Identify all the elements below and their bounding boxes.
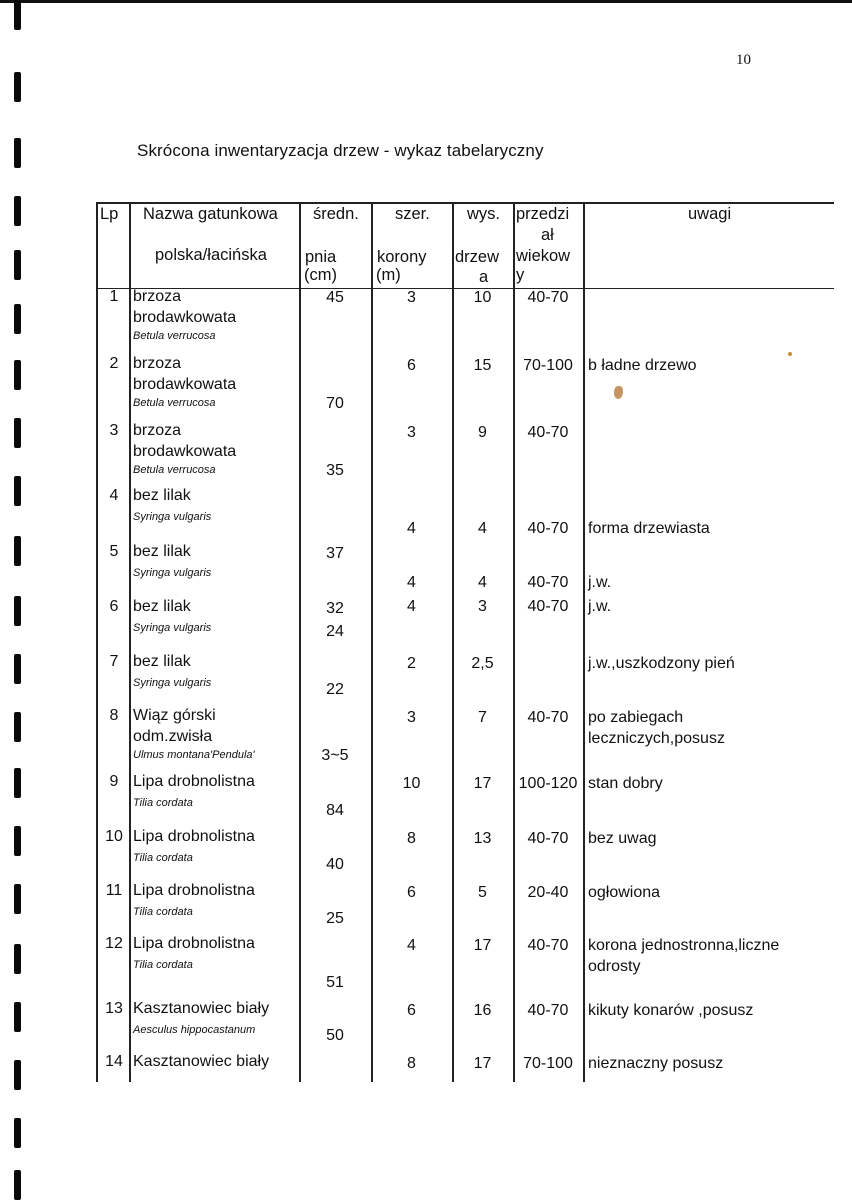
tree-height: 4: [478, 520, 487, 537]
species-name-polish: brzoza: [133, 288, 182, 305]
header-diameter-line3: (cm): [304, 266, 337, 284]
tree-height: 3: [478, 598, 487, 615]
row-number: 12: [105, 935, 123, 952]
species-name-latin: Tilia cordata: [133, 906, 193, 918]
row-number: 5: [109, 543, 119, 560]
remarks: odrosty: [588, 958, 641, 975]
species-name-latin: Syringa vulgaris: [133, 622, 212, 634]
species-name-polish: Kasztanowiec biały: [133, 1053, 270, 1070]
species-name-polish: odm.zwisła: [133, 728, 213, 745]
trunk-diameter: 3~5: [321, 747, 349, 764]
species-name-polish: bez lilak: [133, 598, 191, 615]
trunk-diameter: 24: [326, 623, 344, 640]
species-name-polish: bez lilak: [133, 487, 191, 504]
trunk-diameter: 35: [326, 462, 344, 479]
species-name-latin: Aesculus hippocastanum: [133, 1024, 256, 1036]
column-divider: [96, 202, 98, 1082]
trunk-diameter: 25: [326, 910, 344, 927]
header-name-line2: polska/łacińska: [155, 246, 267, 264]
age-range: 40-70: [527, 424, 569, 441]
tree-height: 17: [473, 1055, 492, 1072]
header-lp: Lp: [100, 205, 119, 223]
crown-width: 2: [407, 655, 416, 672]
tree-height: 10: [473, 289, 492, 306]
trunk-diameter: 70: [326, 395, 344, 412]
age-range: 70-100: [523, 1055, 573, 1072]
crown-width: 4: [407, 598, 416, 615]
species-name-polish: bez lilak: [133, 543, 191, 560]
species-name-polish: Lipa drobnolistna: [133, 773, 255, 790]
crown-width: 4: [407, 937, 416, 954]
species-name-latin: Tilia cordata: [133, 959, 193, 971]
remarks: bez uwag: [588, 830, 657, 847]
tree-height: 7: [478, 709, 487, 726]
crown-width: 6: [407, 357, 416, 374]
row-number: 10: [105, 828, 123, 845]
species-name-latin: Tilia cordata: [133, 852, 193, 864]
header-age-line3: wiekow: [516, 247, 571, 265]
species-name-polish: Lipa drobnolistna: [133, 935, 255, 952]
tree-height: 9: [478, 424, 487, 441]
tree-height: 13: [473, 830, 492, 847]
species-name-polish: Lipa drobnolistna: [133, 882, 255, 899]
row-number: 8: [109, 707, 119, 724]
row-number: 2: [109, 355, 119, 372]
remarks: korona jednostronna,liczne: [588, 937, 780, 954]
tree-height: 17: [473, 775, 492, 792]
age-range: 40-70: [527, 709, 569, 726]
species-name-latin: Syringa vulgaris: [133, 567, 212, 579]
crown-width: 8: [407, 830, 416, 847]
crown-width: 4: [407, 520, 416, 537]
header-age-line2: ał: [541, 226, 554, 244]
tree-height: 2,5: [471, 655, 494, 672]
age-range: 40-70: [527, 598, 569, 615]
crown-width: 3: [407, 289, 416, 306]
species-name-polish: brodawkowata: [133, 309, 237, 326]
species-name-latin: Betula verrucosa: [133, 464, 216, 476]
trunk-diameter: 45: [326, 289, 344, 306]
tree-height: 15: [473, 357, 492, 374]
species-name-latin: Syringa vulgaris: [133, 511, 212, 523]
species-name-latin: Betula verrucosa: [133, 330, 216, 342]
species-name-polish: brzoza: [133, 355, 182, 372]
species-name-polish: Kasztanowiec biały: [133, 1000, 270, 1017]
trunk-diameter: 32: [326, 600, 344, 617]
remarks: j.w.: [588, 598, 612, 615]
header-height-line3: a: [479, 268, 489, 286]
header-diameter-line1: średn.: [313, 205, 359, 223]
header-height-line2: drzew: [455, 248, 500, 266]
remarks: po zabiegach: [588, 709, 684, 726]
age-range: 40-70: [527, 937, 569, 954]
species-name-polish: Wiąz górski: [133, 707, 216, 724]
row-number: 3: [109, 422, 119, 439]
age-range: 40-70: [527, 1002, 569, 1019]
species-name-latin: Ulmus montana'Pendula': [133, 749, 255, 761]
row-number: 9: [109, 773, 119, 790]
tree-height: 5: [478, 884, 487, 901]
age-range: 40-70: [527, 289, 569, 306]
trunk-diameter: 51: [326, 974, 344, 991]
trunk-diameter: 40: [326, 856, 344, 873]
species-name-polish: brodawkowata: [133, 376, 237, 393]
header-crown-line2: korony: [377, 248, 427, 266]
crown-width: 10: [402, 775, 421, 792]
page-title: Skrócona inwentaryzacja drzew - wykaz tabelaryczny: [137, 141, 544, 160]
row-number: 4: [109, 487, 119, 504]
tree-height: 17: [473, 937, 492, 954]
crown-width: 8: [407, 1055, 416, 1072]
age-range: 20-40: [527, 884, 569, 901]
species-name-latin: Syringa vulgaris: [133, 677, 212, 689]
header-crown-line3: (m): [376, 266, 401, 284]
row-number: 7: [109, 653, 119, 670]
crown-width: 6: [407, 884, 416, 901]
header-diameter-line2: pnia: [305, 248, 337, 266]
crown-width: 6: [407, 1002, 416, 1019]
row-number: 1: [109, 288, 119, 305]
row-number: 14: [105, 1053, 123, 1070]
trunk-diameter: 22: [326, 681, 344, 698]
trunk-diameter: 50: [326, 1027, 344, 1044]
age-range: 40-70: [527, 574, 569, 591]
header-age-line1: przedzi: [516, 205, 570, 223]
row-number: 13: [105, 1000, 123, 1017]
species-name-latin: Tilia cordata: [133, 797, 193, 809]
tree-height: 4: [478, 574, 487, 591]
remarks: j.w.: [588, 574, 612, 591]
header-age-line4: y: [516, 266, 525, 284]
crown-width: 4: [407, 574, 416, 591]
column-divider: [129, 202, 131, 1082]
table-top-border: [96, 202, 834, 204]
crown-width: 3: [407, 709, 416, 726]
tree-height: 16: [473, 1002, 492, 1019]
age-range: 40-70: [527, 520, 569, 537]
remarks: leczniczych,posusz: [588, 730, 725, 747]
remarks: forma drzewiasta: [588, 520, 710, 537]
remarks: stan dobry: [588, 775, 663, 792]
remarks: ogłowiona: [588, 884, 661, 901]
row-number: 6: [109, 598, 119, 615]
row-number: 11: [105, 882, 123, 899]
stain-dot: [788, 352, 792, 356]
species-name-polish: brzoza: [133, 422, 182, 439]
column-divider: [583, 202, 585, 1082]
species-name-polish: brodawkowata: [133, 443, 237, 460]
age-range: 100-120: [518, 775, 578, 792]
header-height-line1: wys.: [467, 205, 500, 223]
species-name-latin: Betula verrucosa: [133, 397, 216, 409]
trunk-diameter: 37: [326, 545, 344, 562]
species-name-polish: Lipa drobnolistna: [133, 828, 255, 845]
remarks: b ładne drzewo: [588, 357, 697, 374]
trunk-diameter: 84: [326, 802, 344, 819]
column-divider: [299, 202, 301, 1082]
remarks: nieznaczny posusz: [588, 1055, 724, 1072]
species-name-polish: bez lilak: [133, 653, 191, 670]
page-number: 10: [736, 52, 751, 68]
header-crown-line1: szer.: [395, 205, 430, 223]
header-notes: uwagi: [688, 205, 732, 223]
age-range: 70-100: [523, 357, 573, 374]
header-name-line1: Nazwa gatunkowa: [143, 205, 278, 223]
age-range: 40-70: [527, 830, 569, 847]
crown-width: 3: [407, 424, 416, 441]
remarks: j.w.,uszkodzony pień: [588, 655, 735, 672]
remarks: kikuty konarów ,posusz: [588, 1002, 754, 1019]
